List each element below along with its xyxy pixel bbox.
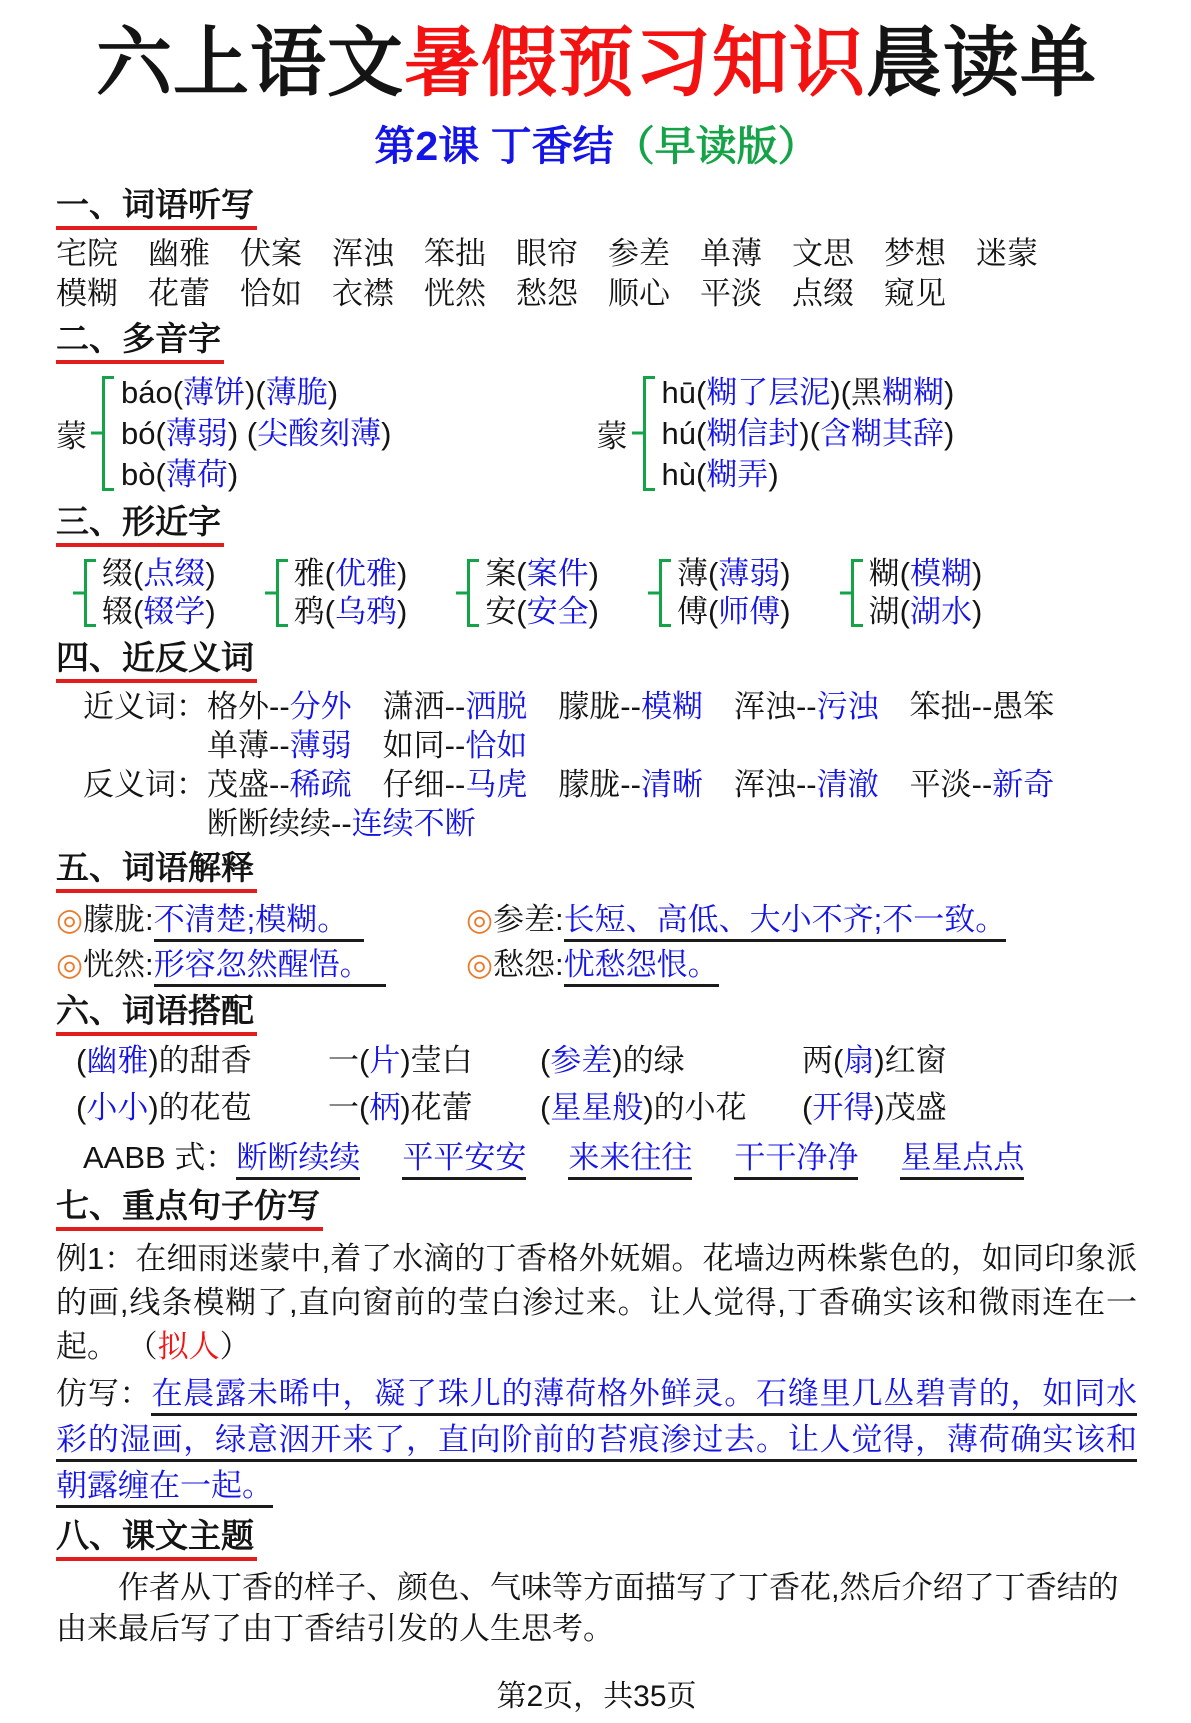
collocation-cell: 一(片)莹白 [328, 1042, 473, 1078]
synonyms-line-1: 近义词：格外--分外 潇洒--洒脱 朦胧--模糊 浑浊--污浊 笨拙--愚笨 [83, 688, 1055, 724]
antonyms-line-2: 断断续续--连续不断 [207, 805, 476, 841]
definition-item: ◎愁怨:忧愁怨恨。 [466, 944, 1137, 986]
section-text-theme [56, 1511, 1137, 1649]
polyphonic-char-left: 蒙 [56, 418, 87, 454]
section-3-heading: 三、形近字 [56, 504, 224, 547]
synonyms-line-2: 单薄--薄弱 如同--恰如 [207, 727, 528, 763]
collocation-cell: (参差)的绿 [540, 1042, 685, 1078]
polyphonic-readings-right [655, 372, 955, 495]
section-7-heading: 七、重点句子仿写 [56, 1188, 323, 1231]
aabb-pattern-line [83, 1137, 1137, 1179]
pair-bottom: 傅(师傅) [676, 593, 791, 629]
pair-bottom: 湖(湖水) [868, 593, 983, 629]
pair-top: 缀(点缀) [102, 555, 216, 591]
title-part-red: 暑假预习知识 [404, 21, 866, 106]
antonyms-line-1: 反义词：茂盛--稀疏 仔细--马虎 朦胧--清晰 浑浊--清澈 平淡--新奇 [83, 766, 1055, 802]
collocation-cell: (开得)茂盛 [802, 1089, 947, 1125]
definition-item: ◎朦胧:不清楚;模糊。 [56, 899, 466, 941]
collocation-cell: (小小)的花苞 [76, 1089, 252, 1125]
pair-bottom: 辍(辍学) [102, 593, 216, 629]
title-part-black1: 六上语文 [96, 21, 404, 106]
page-number-footer: 第2页，共35页 [496, 1679, 697, 1713]
section-1-heading: 一、词语听写 [56, 187, 257, 230]
look-alike-pair [70, 555, 216, 631]
pair-top: 薄(薄弱) [676, 555, 791, 591]
lesson-name: 第2课 丁香结 [374, 123, 614, 169]
pair-top: 雅(优雅) [293, 555, 408, 591]
definition-item: ◎参差:长短、高低、大小不齐;不一致。 [466, 899, 1137, 941]
lesson-subtitle [56, 113, 1137, 172]
section-synonyms-antonyms [56, 633, 1137, 843]
collocation-cell: 一(柄)花蕾 [328, 1089, 473, 1125]
page-title [56, 16, 1137, 111]
section-2-heading: 二、多音字 [56, 321, 224, 364]
section-sentence-imitation [56, 1181, 1137, 1509]
reading-line: báo(薄饼)(薄脆) [121, 374, 339, 410]
section-look-alike-characters [56, 497, 1137, 631]
edition-label: （早读版） [613, 123, 819, 169]
aabb-word-list: 断断续续 平平安安 来来往往 干干净净 星星点点 [236, 1140, 1066, 1175]
look-alike-pairs-row [70, 555, 1137, 631]
reading-line: hú(糊信封)(含糊其辞) [661, 415, 955, 451]
reading-line: bò(薄荷) [121, 456, 239, 492]
look-alike-pair [645, 555, 791, 631]
section-word-dictation [56, 180, 1137, 314]
look-alike-pair [837, 555, 983, 631]
polyphonic-group-right [597, 372, 1138, 495]
green-bracket [659, 559, 671, 627]
pair-top: 糊(模糊) [868, 555, 983, 591]
section-8-heading: 八、课文主题 [56, 1518, 257, 1561]
reading-line: bó(薄弱) (尖酸刻薄) [121, 415, 392, 451]
section-4-heading: 四、近反义词 [56, 640, 257, 683]
green-bracket [276, 559, 288, 627]
pair-bottom: 鸦(乌鸦) [293, 593, 408, 629]
section-6-heading: 六、词语搭配 [56, 993, 257, 1036]
collocation-cell: (星星般)的小花 [540, 1089, 747, 1125]
section-word-collocations [56, 986, 1137, 1179]
definitions-grid [56, 899, 1137, 986]
green-bracket [851, 559, 863, 627]
imitation-sentence: 仿写：在晨露未晞中，凝了珠儿的薄荷格外鲜灵。石缝里几丛碧青的，如同水彩的湿画，绿意洇开来了，直向阶前的苔痕渗过去。让人觉得，薄荷确实该和朝露缠在一起。 [56, 1371, 1137, 1509]
collocations-grid [76, 1040, 1137, 1129]
green-bracket [643, 376, 655, 491]
polyphonic-group-left [56, 372, 597, 495]
green-bracket [84, 559, 96, 627]
reading-line: hù(糊弄) [661, 456, 779, 492]
title-part-black2: 晨读单 [866, 21, 1097, 106]
example-sentence: 例1：在细雨迷蒙中,着了水滴的丁香格外妩媚。花墙边两株紫色的，如同印象派的画,线条模糊了,直向窗前的莹白渗过来。让人觉得,丁香确实该和微雨连在一起。 （拟人） [56, 1240, 1137, 1364]
green-bracket [102, 376, 114, 491]
section-word-definitions [56, 843, 1137, 986]
reading-line: hū(糊了层泥)(黑糊糊) [661, 374, 955, 410]
section-polyphonic-characters [56, 314, 1137, 495]
collocation-cell: 两(扇)红窗 [802, 1042, 947, 1078]
section-5-heading: 五、词语解释 [56, 850, 257, 893]
pair-bottom: 安(安全) [485, 593, 599, 629]
theme-paragraph: 作者从丁香的样子、颜色、气味等方面描写了丁香花,然后介绍了丁香结的由来最后写了由丁香结引发的人生思考。 [56, 1569, 1119, 1646]
look-alike-pair [453, 555, 599, 631]
aabb-label: AABB 式： [83, 1139, 237, 1175]
polyphonic-char-right: 蒙 [596, 418, 628, 454]
polyphonic-row [56, 372, 1137, 495]
collocation-cell: (幽雅)的甜香 [76, 1042, 252, 1078]
look-alike-pair [262, 555, 408, 631]
definition-item: ◎恍然:形容忽然醒悟。 [56, 944, 466, 986]
dictation-word-row-2: 模糊 花蕾 恰如 衣襟 恍然 愁怨 顺心 平淡 点缀 窥见 [56, 275, 946, 311]
pair-top: 案(案件) [485, 555, 599, 591]
green-bracket [467, 559, 479, 627]
polyphonic-readings-left [114, 372, 391, 495]
dictation-word-row-1: 宅院 幽雅 伏案 浑浊 笨拙 眼帘 参差 单薄 文思 梦想 迷蒙 [56, 235, 1038, 271]
